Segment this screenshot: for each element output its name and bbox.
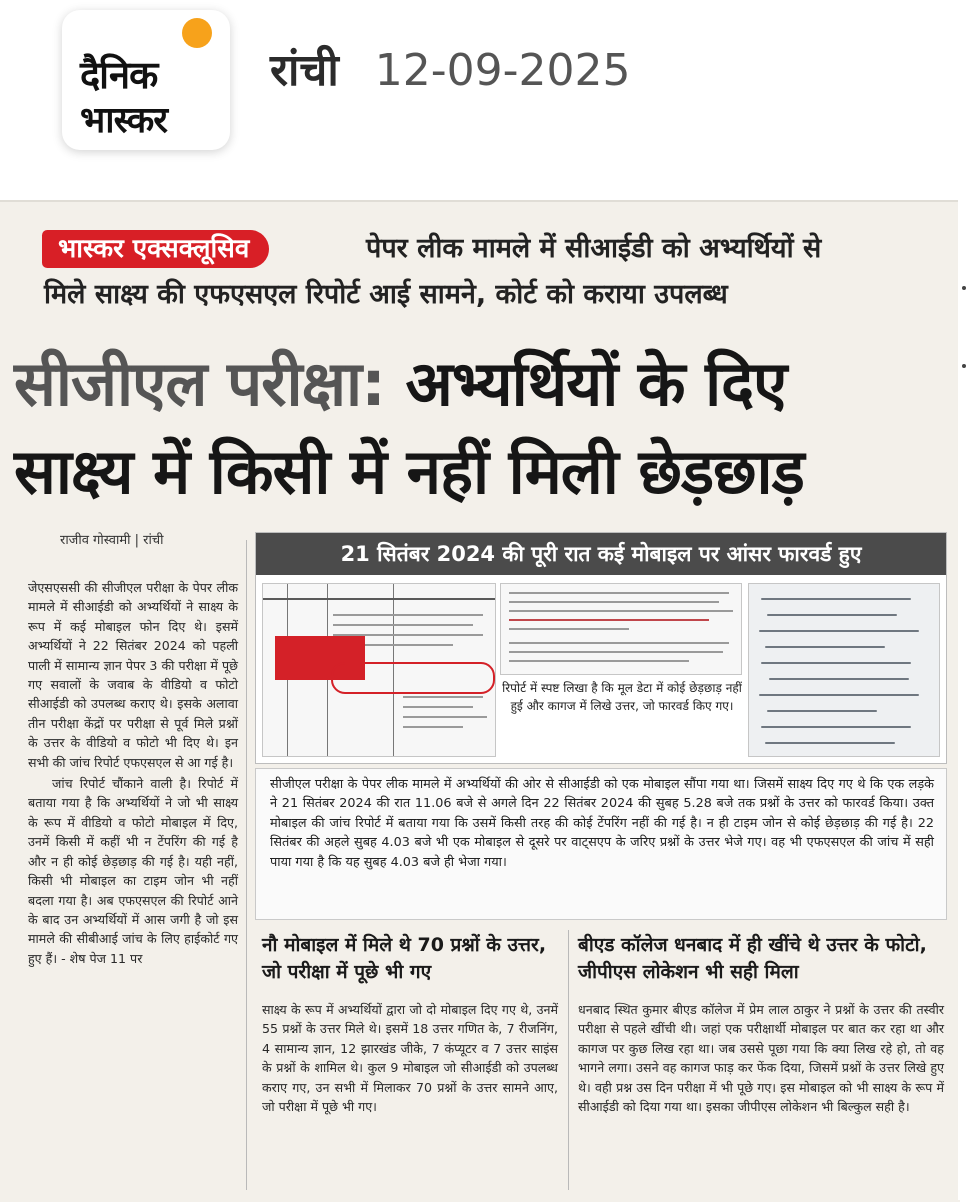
- photo-panel-title: 21 सितंबर 2024 की पूरी रात कई मोबाइल पर आंसर फारवर्ड हुए: [256, 533, 946, 575]
- edition-date: 12-09-2025: [374, 45, 631, 96]
- story-paragraph-1: जेएसएससी की सीजीएल परीक्षा के पेपर लीक मामले में सीआईडी को अभ्यर्थियों ने साक्ष्य के रूप में कई मोबाइल फोन दिए थे। इसमें अभ्यर्थियों ने 22 सितंबर 2024 को पहली पाली में सामान्य ज्ञान पेपर 3 की परीक्षा में पूछे गए सवालों के जवाब के वीडियो व फोटो सीआईडी को उपलब्ध कराए थे। इसके अलावा तीन परीक्षा केंद्रों पर परीक्षा से पूर्व मिले प्रश्नों के उत्तर के वीडियो व फोटो भी दिए थे। इन सभी की जांच रिपोर्ट एफएसएल से आ गई है।: [28, 580, 238, 770]
- sub-story-1-heading: नौ मोबाइल में मिले थे 70 प्रश्नों के उत्तर, जो परीक्षा में पूछे भी गए: [262, 934, 547, 983]
- logo-text-line1: दैनिक: [80, 53, 158, 97]
- margin-dot: [962, 364, 966, 368]
- exclusive-badge: भास्कर एक्सक्लूसिव: [42, 230, 269, 268]
- highlight-circle: [331, 662, 495, 694]
- sub-story-1-body: साक्ष्य के रूप में अभ्यर्थियों द्वारा जो दो मोबाइल दिए गए थे, उनमें 55 प्रश्नों के उत्तर मिले थे। इसमें 18 उत्तर गणित के, 7 रीजनिंग, 4 सामान्य ज्ञान, 12 झारखंड जीके, 7 कंप्यूटर व 7 उत्तर साइंस के प्रश्नों के शामिल थे। कुल 9 मोबाइल जो सीआईडी को उपलब्ध कराए गए, उन सभी में मिलाकर 70 प्रश्नों के उत्तर सामने आए, जो परीक्षा में पूछे भी गए।: [262, 1002, 558, 1115]
- newspaper-logo: [62, 10, 230, 150]
- column-divider: [246, 540, 247, 1190]
- headline-line-2: साक्ष्य में किसी में नहीं मिली छेड़छाड़: [14, 435, 804, 508]
- left-column-story: [28, 578, 238, 968]
- city-name: रांची: [270, 45, 339, 96]
- story-paragraph-2: जांच रिपोर्ट चौंकाने वाली है। रिपोर्ट में बताया गया है कि अभ्यर्थियों ने जो भी साक्ष्य के रूप में वीडियो व फोटो मोबाइल में दिए, उनमें किसी में कहीं भी न टेंपरिंग की गई है और न ही कोई छेड़छाड़ की गई है। यही नहीं, किसी भी मोबाइल का टाइम जोन भी नहीं बदला गया है। अब एफएसएल की रिपोर्ट आने के बाद उन अभ्यर्थियों में आस जगी है जो इस मामले की सीबीआई जांच के लिए हाईकोर्ट गए हुए हैं। - शेष पेज 11 पर: [28, 776, 238, 966]
- sun-logo-icon: [182, 18, 212, 48]
- photo-caption: रिपोर्ट में स्पष्ट लिखा है कि मूल डेटा में कोई छेड़छाड़ नहीं हुई और कागज में लिखे उत्तर, जो फारवर्ड किए गए।: [502, 681, 742, 713]
- margin-dot: [962, 286, 966, 290]
- report-table-image: [262, 583, 496, 757]
- kicker-line-1: पेपर लीक मामले में सीआईडी को अभ्यर्थियों से: [366, 233, 822, 264]
- sub-story-2-body: धनबाद स्थित कुमार बीएड कॉलेज में प्रेम लाल ठाकुर ने प्रश्नों के उत्तर की तस्वीर परीक्षा से पहले खींची थी। जहां एक परीक्षार्थी मोबाइल पर बात कर रहा था और कागज पर कुछ लिख रहा था। जब उससे पूछा गया कि क्या लिख रहे हो, तो वह भागने लगा। उसने वह कागज फाड़ कर फेंक दिया, जिसमें प्रश्नों के उत्तर लिखे हुए थे। वही प्रश्न उस दिन परीक्षा में भी पूछे गए। इस मोबाइल को भी साक्ष्य के रूप में सीआईडी को दिया गया था। इसका जीपीएस लोकेशन भी बिल्कुल सही है।: [578, 1002, 944, 1115]
- evidence-photo-panel: [255, 532, 947, 764]
- headline-rest: अभ्यर्थियों के दिए: [384, 347, 787, 420]
- headline-lead: सीजीएल परीक्षा:: [14, 347, 385, 420]
- handwritten-answers-image: [748, 583, 940, 757]
- byline: राजीव गोस्वामी | रांची: [60, 533, 164, 548]
- evidence-description-box: [255, 768, 947, 920]
- kicker-line-2: मिले साक्ष्य की एफएसएल रिपोर्ट आई सामने, कोर्ट को कराया उपलब्ध: [44, 279, 728, 310]
- right-margin: [958, 200, 971, 1200]
- dateline: [270, 38, 630, 98]
- column-divider: [568, 930, 569, 1190]
- kicker: [10, 222, 945, 312]
- headline: [14, 340, 944, 516]
- logo-text-line2: भास्कर: [80, 100, 168, 141]
- evidence-description: सीजीएल परीक्षा के पेपर लीक मामले में अभ्यर्थियों की ओर से सीआईडी को एक मोबाइल सौंपा गया था। जिसमें साक्ष्य दिए गए थे कि एक लड़के ने 21 सितंबर 2024 की रात 11.06 बजे से अगले दिन 22 सितंबर 2024 की सुबह 5.28 बजे तक प्रश्नों के उत्तर को फारवर्ड किया। उक्त मोबाइल की जांच रिपोर्ट में बताया गया कि उसमें किसी तरह की कोई टेंपरिंग नहीं की गई है। न ही टाइम जोन से कोई छेड़छाड़ की गई है। 22 सितंबर की अहले सुबह 4.03 बजे भी एक मोबाइल से दूसरे पर वाट्सएप के जरिए प्रश्नों के उत्तर भेजे गए। वह भी एफएसएल की जांच में सही पाया गया है कि यह सुबह 4.03 बजे ही भेजा गया।: [270, 777, 934, 870]
- sub-story-2-heading: बीएड कॉलेज धनबाद में ही खींचे थे उत्तर के फोटो, जीपीएस लोकेशन भी सही मिला: [578, 934, 927, 983]
- report-text-image: [500, 583, 742, 675]
